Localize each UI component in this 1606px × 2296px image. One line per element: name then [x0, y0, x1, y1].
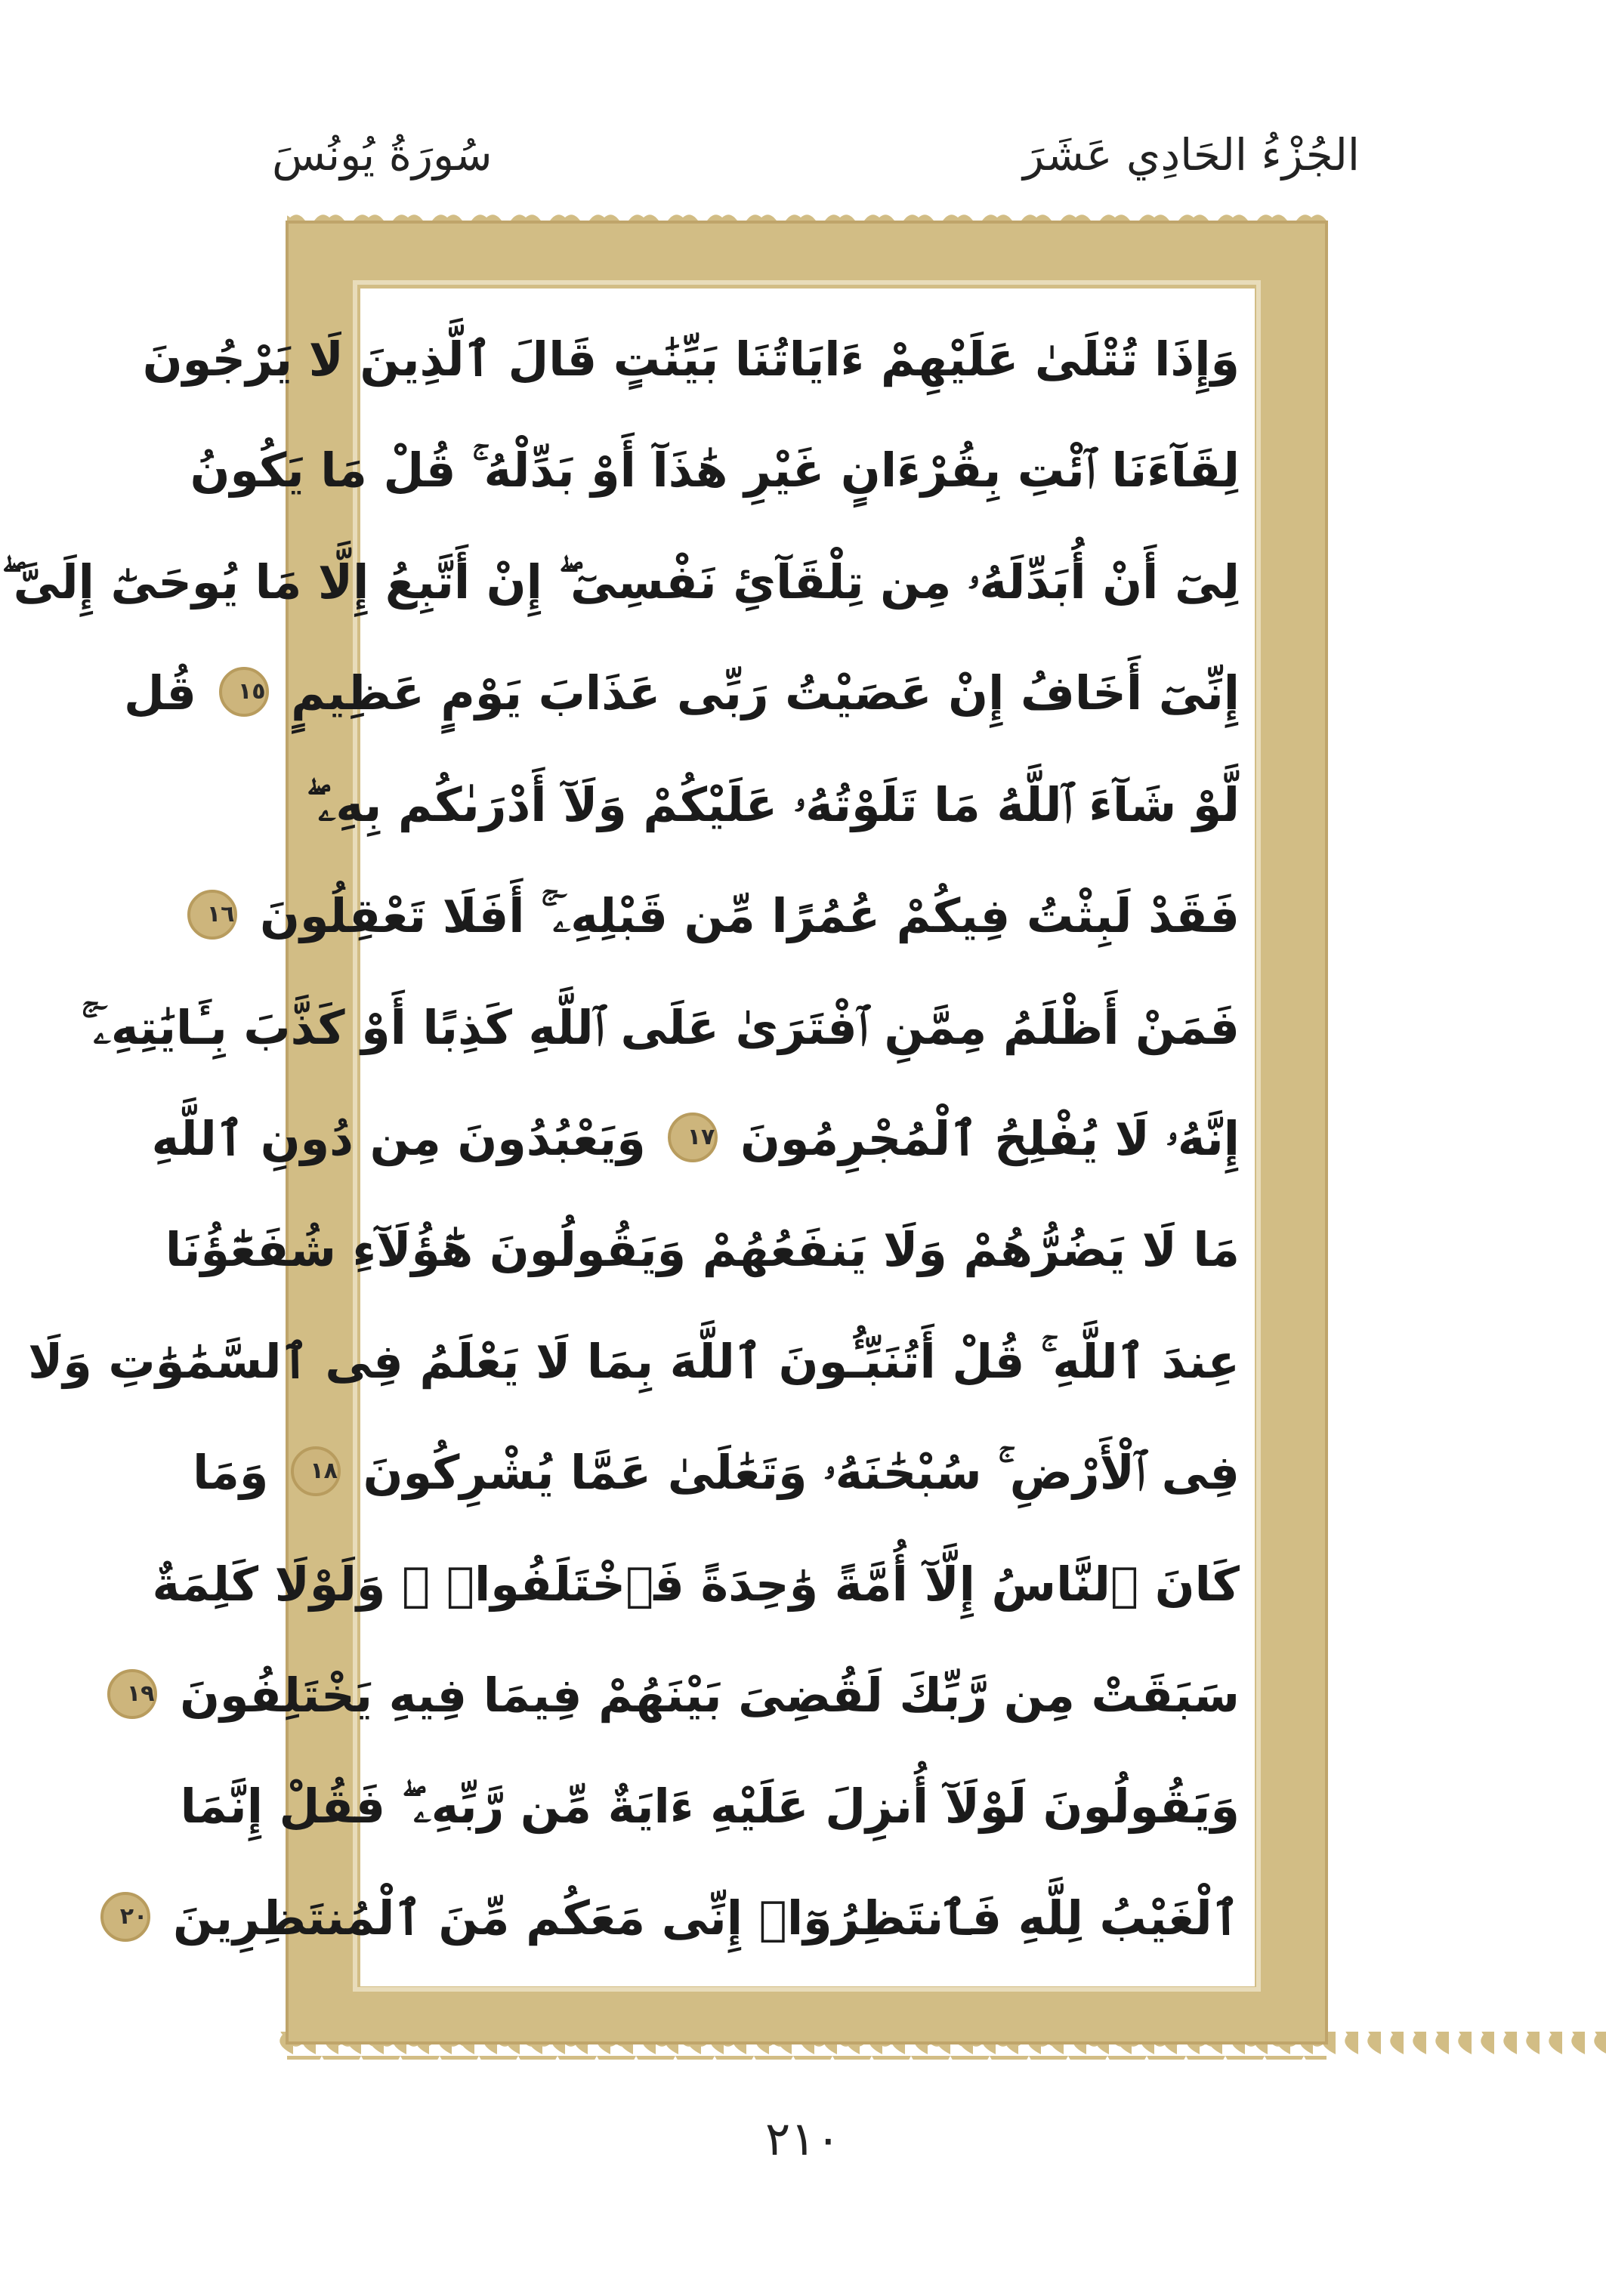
line-text: فَمَنْ أَظْلَمُ مِمَّنِ ٱفْتَرَىٰ عَلَى ٱللَّهِ كَذِبًا أَوْ كَذَّبَ بِـَٔايَٰتِهِۦٓ ۚ	[81, 999, 1240, 1055]
line-text: وَإِذَا تُتْلَىٰ عَلَيْهِمْ ءَايَاتُنَا بَيِّنَٰتٍ قَالَ ٱلَّذِينَ لَا يَرْجُونَ	[142, 332, 1240, 387]
ayah-number-marker: ١٥	[219, 667, 269, 717]
line-text: وَيَقُولُونَ لَوْلَآ أُنزِلَ عَلَيْهِ ءَايَةٌ مِّن رَّبِّهِۦ ۖ فَقُلْ إِنَّمَا	[180, 1779, 1240, 1835]
line-text-after: قُل	[124, 665, 196, 721]
text-line-15	[119, 1866, 1240, 1971]
text-line-5	[306, 752, 1240, 858]
text-line-1	[142, 307, 1240, 412]
juz-title: الجُزْءُ الحَادِي عَشَرَ	[1023, 129, 1360, 181]
ayah-number-marker: ٢٠	[100, 1892, 150, 1942]
line-text: مَا لَا يَضُرُّهُمْ وَلَا يَنفَعُهُمْ وَيَقُولُونَ هَٰٓؤُلَآءِ شُفَعَٰٓؤُنَا	[165, 1222, 1240, 1278]
text-line-12	[152, 1532, 1240, 1637]
line-text: إِنَّهُۥ لَا يُفْلِحُ ٱلْمُجْرِمُونَ	[740, 1110, 1240, 1166]
quran-text-panel	[2, 289, 1255, 1986]
line-text: عِندَ ٱللَّهِ ۚ قُلْ أَتُنَبِّـُٔونَ ٱللَّهَ بِمَا لَا يَعْلَمُ فِى ٱلسَّمَٰوَٰتِ وَلَا	[28, 1333, 1240, 1389]
text-line-3	[2, 529, 1240, 635]
text-line-6	[206, 863, 1240, 969]
ayah-number-marker: ١٨	[291, 1446, 341, 1496]
page-header	[272, 113, 1360, 196]
line-text: فَقَدْ لَبِثْتُ فِيكُمْ عُمُرًا مِّن قَبْلِهِۦٓ ۚ أَفَلَا تَعْقِلُونَ	[260, 888, 1240, 944]
line-text: لَّوْ شَآءَ ٱللَّهُ مَا تَلَوْتُهُۥ عَلَيْكُمْ وَلَآ أَدْرَىٰكُم بِهِۦ ۖ	[306, 776, 1240, 832]
page-number: ٢١٠	[765, 2111, 841, 2166]
text-line-4	[124, 640, 1240, 746]
line-text-after: وَيَعْبُدُونَ مِن دُونِ ٱللَّهِ	[151, 1110, 646, 1166]
text-line-2	[190, 418, 1240, 523]
line-text: فِى ٱلْأَرْضِ ۚ سُبْحَٰنَهُۥ وَتَعَٰلَىٰ عَمَّا يُشْرِكُونَ	[363, 1445, 1240, 1501]
ayah-number-marker: ١٩	[107, 1669, 157, 1719]
ayah-number-marker: ١٦	[187, 890, 237, 940]
text-line-7	[81, 975, 1240, 1081]
text-line-8	[151, 1086, 1240, 1192]
ayah-number-marker: ١٧	[668, 1113, 718, 1162]
verse-lines	[2, 307, 1240, 1971]
line-text: إِنِّىٓ أَخَافُ إِنْ عَصَيْتُ رَبِّى عَذَابَ يَوْمٍ عَظِيمٍ	[291, 665, 1240, 721]
line-text: سَبَقَتْ مِن رَّبِّكَ لَقُضِىَ بَيْنَهُمْ فِيمَا فِيهِ يَخْتَلِفُونَ	[180, 1668, 1240, 1724]
text-line-13	[126, 1643, 1240, 1748]
line-text: لِىٓ أَنْ أُبَدِّلَهُۥ مِن تِلْقَآئِ نَفْسِىٓ ۖ إِنْ أَتَّبِعُ إِلَّا مَا يُوحَىٰٓ إِلَىَّ ۖ	[2, 554, 1240, 609]
text-line-14	[180, 1754, 1240, 1859]
text-line-10	[28, 1309, 1240, 1415]
text-line-9	[165, 1197, 1240, 1303]
line-text-after: وَمَا	[193, 1445, 269, 1501]
line-text: كَانَ ٱلنَّاسُ إِلَّآ أُمَّةً وَٰحِدَةً فَٱخْتَلَفُوا۟ ۚ وَلَوْلَا كَلِمَةٌ	[152, 1556, 1240, 1612]
line-text: ٱلْغَيْبُ لِلَّهِ فَٱنتَظِرُوٓا۟ إِنِّى مَعَكُم مِّنَ ٱلْمُنتَظِرِينَ	[172, 1890, 1240, 1946]
line-text: لِقَآءَنَا ٱئْتِ بِقُرْءَانٍ غَيْرِ هَٰذَآ أَوْ بَدِّلْهُ ۚ قُلْ مَا يَكُونُ	[190, 443, 1240, 498]
surah-title: سُورَةُ يُونُسَ	[272, 129, 493, 181]
text-line-11	[193, 1420, 1240, 1526]
